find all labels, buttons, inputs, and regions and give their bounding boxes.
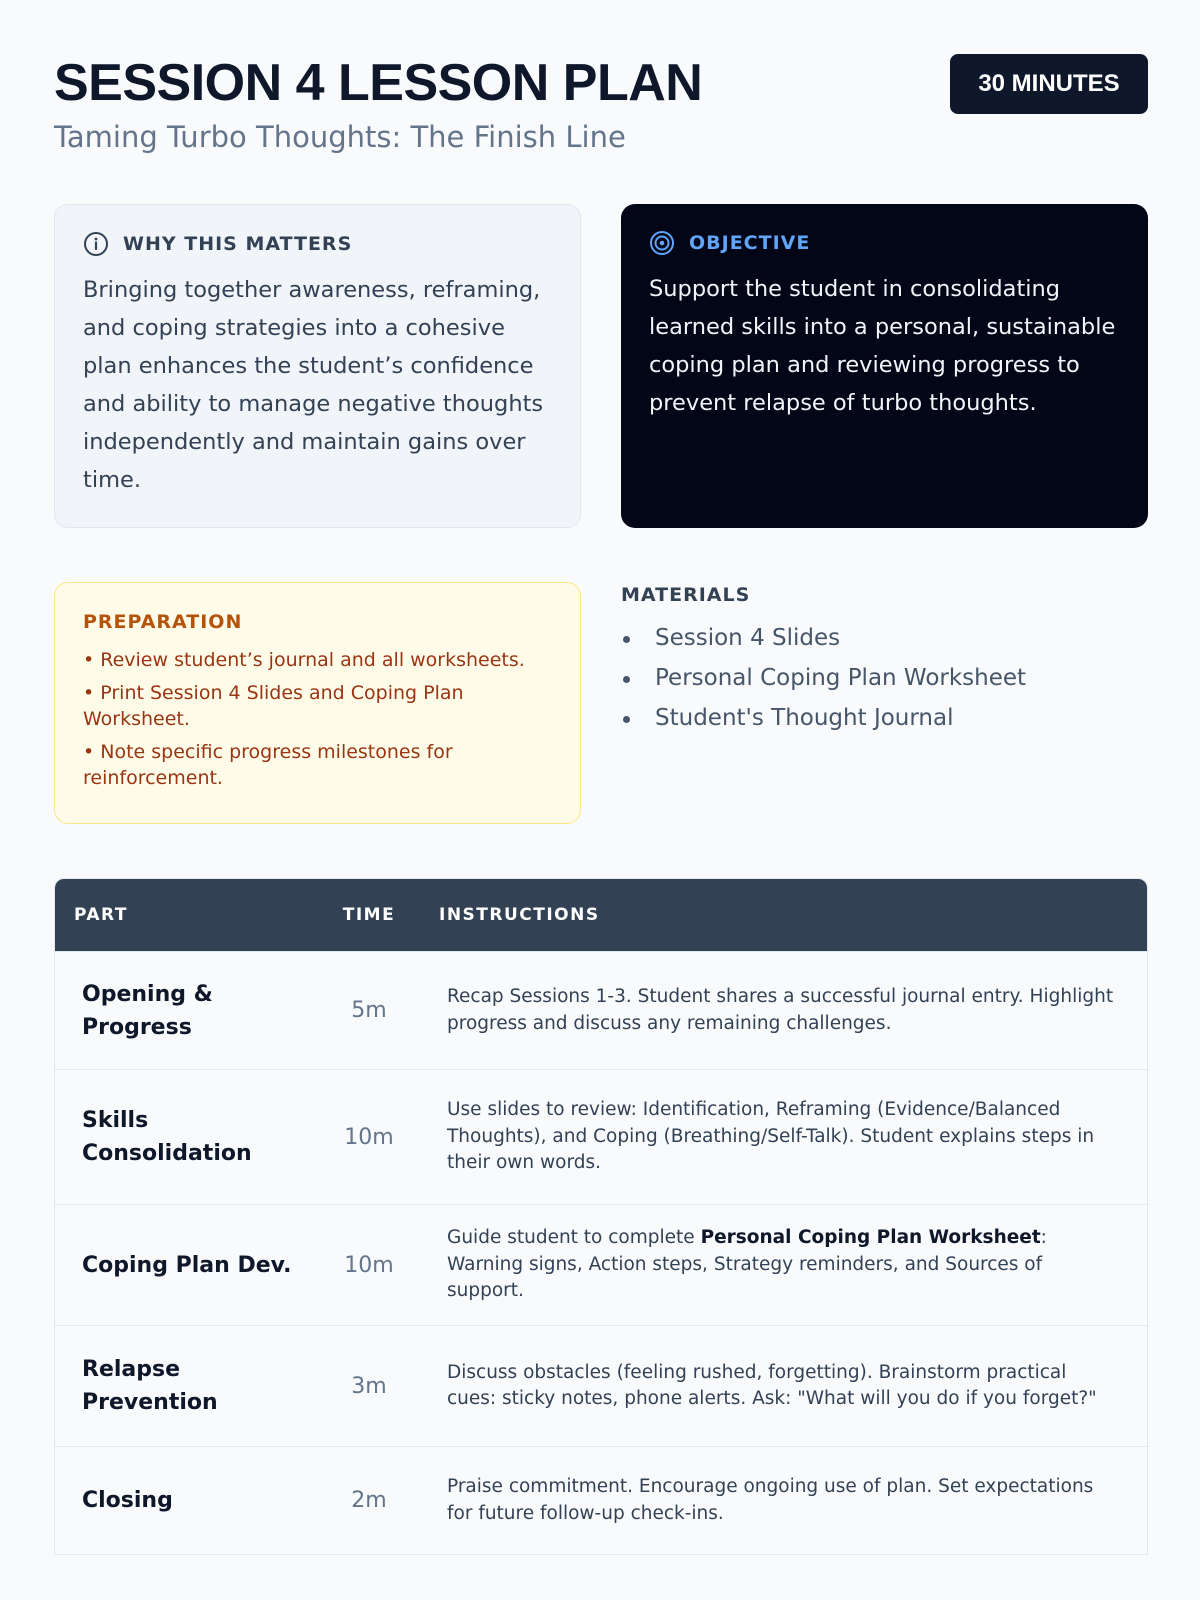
why-card — [54, 204, 581, 528]
list-item: • Note specific progress milestones for reinforcement. — [83, 741, 453, 789]
table-row — [55, 951, 1147, 1069]
cell-instructions: Discuss obstacles (feeling rushed, forgetting). Brainstorm practical cues: sticky notes, phone alerts. Ask: "What will you do if you forget?" — [447, 1361, 1097, 1409]
table-row — [55, 1325, 1147, 1446]
materials-list — [621, 618, 1148, 738]
table-row — [55, 1446, 1147, 1554]
cell-time: 10m — [344, 1124, 394, 1150]
cell-time: 5m — [351, 998, 387, 1023]
session-table — [54, 878, 1148, 1555]
materials-section — [621, 582, 1148, 824]
preparation-list — [83, 647, 552, 791]
objective-heading — [649, 230, 1120, 256]
list-item: • Review student’s journal and all worksheets. — [83, 649, 525, 671]
preparation-card — [54, 582, 581, 824]
list-item: Student's Thought Journal — [621, 698, 1148, 738]
list-item: Session 4 Slides — [621, 618, 1148, 658]
cell-instructions: Use slides to review: Identification, Reframing (Evidence/Balanced Thoughts), and Coping (Breathing/Self-Talk). Student explains steps in their own words. — [447, 1099, 1095, 1174]
lesson-plan-page — [54, 54, 1148, 1555]
cell-time: 10m — [344, 1252, 394, 1278]
instructions-text: Guide student to complete — [447, 1227, 701, 1249]
cell-instructions: Recap Sessions 1-3. Student shares a successful journal entry. Highlight progress and discuss any remaining challenges. — [447, 986, 1114, 1034]
cell-part: Coping Plan Dev. — [82, 1252, 292, 1278]
cell-instructions — [423, 1225, 1147, 1305]
table-row — [55, 1204, 1147, 1325]
page-title: SESSION 4 LESSON PLAN — [54, 54, 703, 112]
target-icon — [649, 230, 675, 256]
info-icon — [83, 231, 109, 257]
why-body: Bringing together awareness, reframing, and coping strategies into a cohesive plan enhances the student’s confidence and ability to manage negative thoughts independently and maintain gains over time. — [83, 277, 544, 493]
materials-heading: MATERIALS — [621, 584, 751, 606]
intro-row — [54, 204, 1148, 528]
cell-part: Opening & Progress — [82, 981, 213, 1040]
cell-part: Skills Consolidation — [82, 1108, 252, 1166]
page-subtitle: Taming Turbo Thoughts: The Finish Line — [54, 120, 626, 154]
why-heading-label: WHY THIS MATTERS — [123, 233, 353, 255]
header-time: TIME — [342, 905, 396, 925]
why-heading — [83, 231, 552, 257]
cell-time: 2m — [351, 1488, 387, 1513]
cell-time: 3m — [351, 1373, 387, 1399]
table-row — [55, 1069, 1147, 1204]
list-item: • Print Session 4 Slides and Coping Plan Worksheet. — [83, 682, 464, 730]
objective-card — [621, 204, 1148, 528]
table-header — [55, 879, 1147, 951]
cell-instructions: Praise commitment. Encourage ongoing use of plan. Set expectations for future follow-up check-ins. — [447, 1476, 1094, 1524]
objective-body: Support the student in consolidating learned skills into a personal, sustainable coping plan and reviewing progress to prevent relapse of turbo thoughts. — [649, 276, 1116, 416]
instructions-text: : Warning signs, Action steps, Strategy reminders, and Sources of support. — [447, 1227, 1047, 1302]
list-item: Personal Coping Plan Worksheet — [621, 658, 1148, 698]
duration-badge: 30 MINUTES — [950, 54, 1148, 114]
header-instructions: INSTRUCTIONS — [439, 905, 600, 925]
cell-part: Closing — [82, 1488, 173, 1513]
header-part: PART — [74, 905, 128, 925]
objective-heading-label: OBJECTIVE — [689, 232, 811, 254]
preparation-heading: PREPARATION — [83, 611, 243, 633]
worksheet-name: Personal Coping Plan Worksheet — [700, 1227, 1041, 1249]
cell-part: Relapse Prevention — [82, 1357, 218, 1415]
prep-row — [54, 582, 1148, 824]
header — [54, 54, 1148, 204]
